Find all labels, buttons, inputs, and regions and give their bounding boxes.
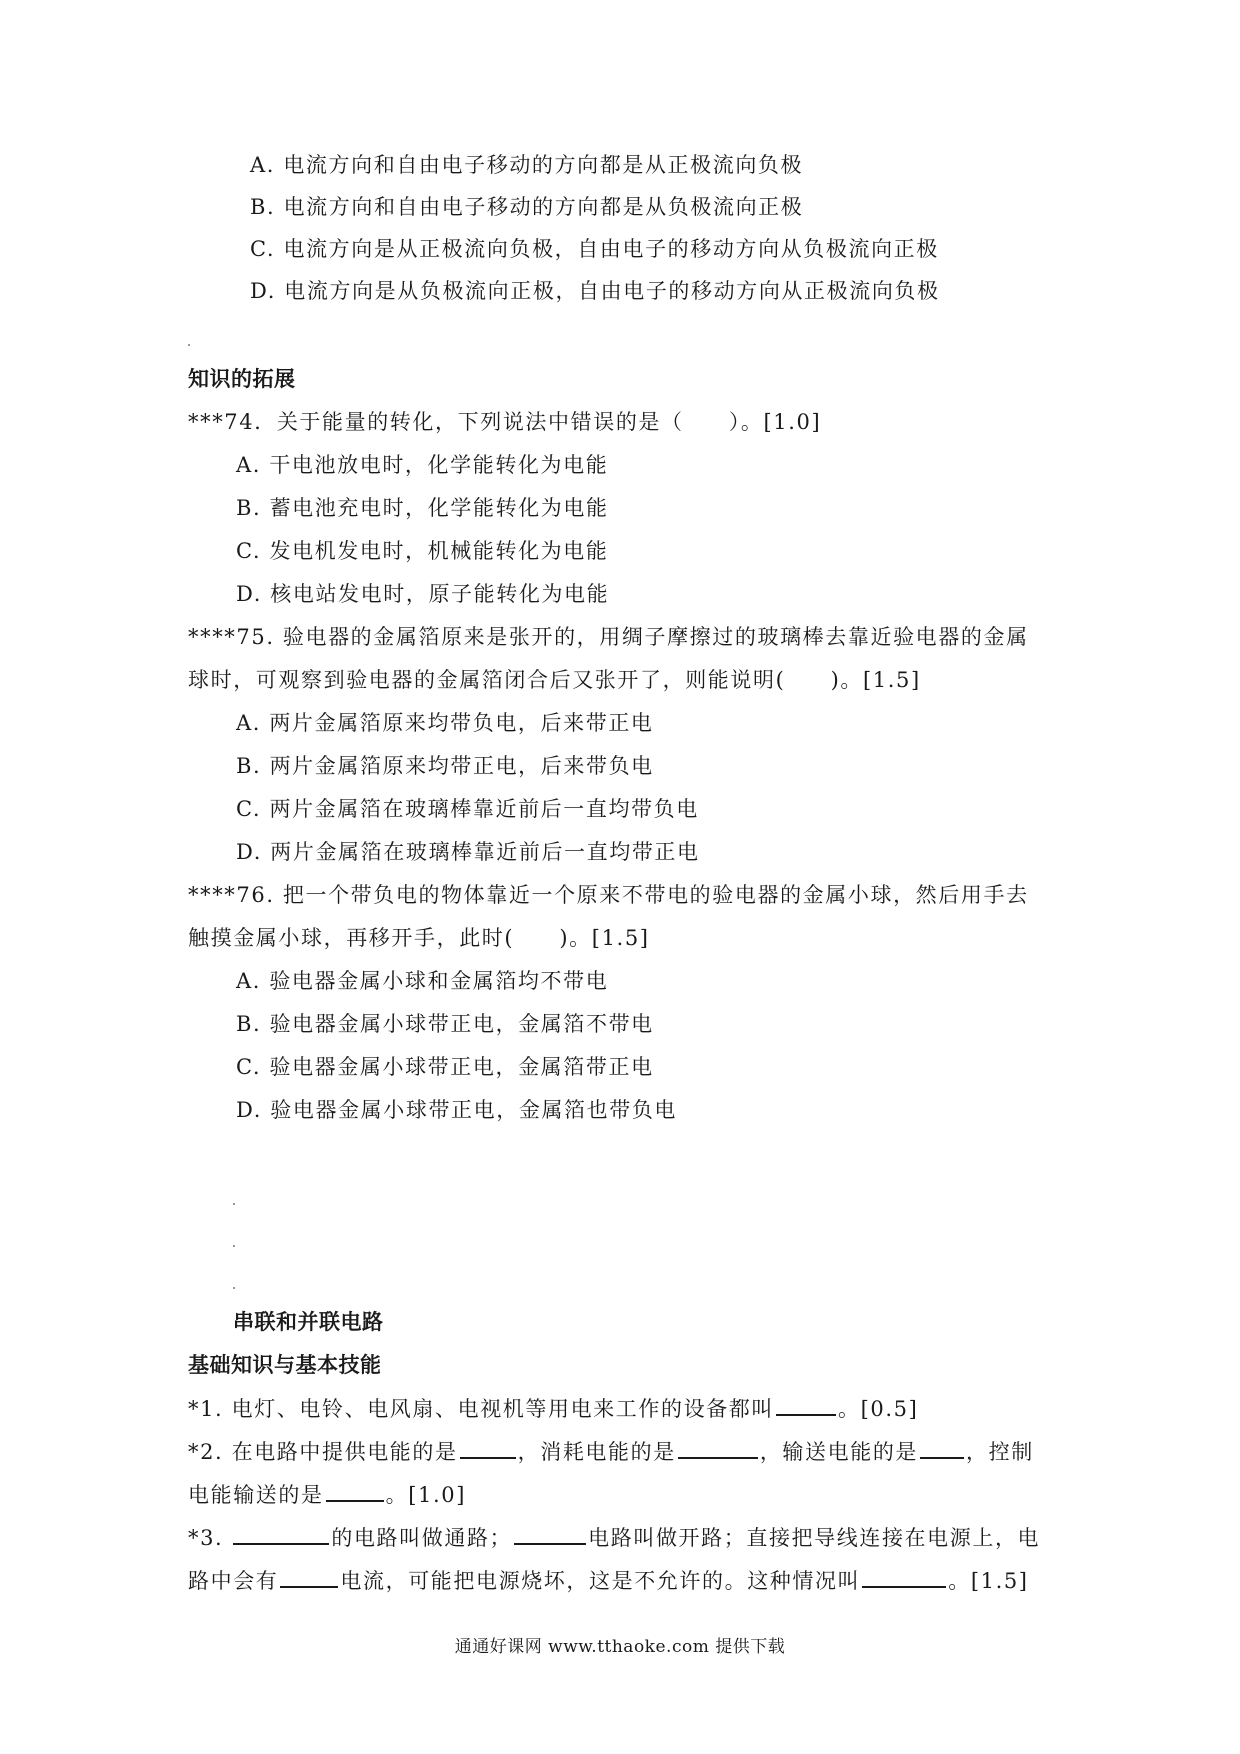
page-footer: 通通好课网 www.tthaoke.com 提供下载 <box>454 1637 786 1657</box>
prev-option-b: B. 电流方向和自由电子移动的方向都是从负极流向正极 <box>250 195 804 219</box>
chapter-title: 串联和并联电路 <box>233 1310 384 1334</box>
question-76-option-a: A. 验电器金属小球和金属箔均不带电 <box>236 969 609 993</box>
answer-blank[interactable] <box>920 1437 964 1459</box>
question-74-stem: ***74．关于能量的转化，下列说法中错误的是（ ）。[1.0] <box>188 410 822 434</box>
question-2-text: 电能输送的是 <box>188 1483 324 1507</box>
question-76-option-c: C. 验电器金属小球带正电，金属箔带正电 <box>236 1055 654 1079</box>
answer-blank[interactable] <box>862 1566 946 1588</box>
question-2-text: ，输送电能的是 <box>759 1440 919 1464</box>
answer-blank[interactable] <box>326 1480 384 1502</box>
question-2-text: *2. 在电路中提供电能的是 <box>188 1440 458 1464</box>
question-74-option-c: C. 发电机发电时，机械能转化为电能 <box>236 539 609 563</box>
answer-blank[interactable] <box>514 1523 586 1545</box>
question-75-option-a: A. 两片金属箔原来均带负电，后来带正电 <box>236 711 654 735</box>
question-75-option-d: D. 两片金属箔在玻璃棒靠近前后一直均带正电 <box>236 840 700 864</box>
question-3-text: *3. <box>188 1526 224 1550</box>
answer-blank[interactable] <box>460 1437 516 1459</box>
question-74-option-b: B. 蓄电池充电时，化学能转化为电能 <box>236 496 609 520</box>
question-3-score: 。[1.5] <box>948 1569 1029 1593</box>
question-3-text: 电路叫做开路；直接把导线连接在电源上，电 <box>588 1526 1041 1550</box>
question-76-option-b: B. 验电器金属小球带正电，金属箔不带电 <box>236 1012 654 1036</box>
question-2-score: 。[1.0] <box>385 1483 466 1507</box>
question-3-text: 电流，可能把电源烧坏，这是不允许的。这种情况叫 <box>340 1569 861 1593</box>
question-75-option-b: B. 两片金属箔原来均带正电，后来带负电 <box>236 754 654 778</box>
scan-dot <box>188 344 190 346</box>
question-3-line2 <box>188 1566 1029 1595</box>
scan-dot <box>233 1245 235 1247</box>
prev-option-a: A. 电流方向和自由电子移动的方向都是从正极流向负极 <box>250 153 804 177</box>
scan-dot <box>233 1287 235 1289</box>
question-75-option-c: C. 两片金属箔在玻璃棒靠近前后一直均带负电 <box>236 797 699 821</box>
section-heading-extension: 知识的拓展 <box>188 367 296 391</box>
question-1 <box>188 1394 918 1423</box>
question-76-stem-line2: 触摸金属小球，再移开手，此时( )。[1.5] <box>188 926 650 950</box>
question-2-line1 <box>188 1437 1034 1466</box>
question-76-stem-line1: ****76. 把一个带负电的物体靠近一个原来不带电的验电器的金属小球，然后用手去 <box>188 883 1029 907</box>
scan-dot <box>233 1203 235 1205</box>
question-2-text: ，控制 <box>966 1440 1034 1464</box>
question-2-line2 <box>188 1480 466 1509</box>
question-3-line1 <box>188 1523 1040 1552</box>
prev-option-c: C. 电流方向是从正极流向负极，自由电子的移动方向从负极流向正极 <box>250 237 939 261</box>
answer-blank[interactable] <box>678 1437 758 1459</box>
answer-blank[interactable] <box>233 1523 329 1545</box>
prev-option-d: D. 电流方向是从负极流向正极，自由电子的移动方向从正极流向负极 <box>250 279 940 303</box>
question-1-text: *1. 电灯、电铃、电风扇、电视机等用电来工作的设备都叫 <box>188 1397 775 1421</box>
answer-blank[interactable] <box>776 1394 836 1416</box>
question-2-text: ，消耗电能的是 <box>517 1440 676 1464</box>
question-75-stem-line2: 球时，可观察到验电器的金属箔闭合后又张开了，则能说明( )。[1.5] <box>188 668 921 692</box>
answer-blank[interactable] <box>280 1566 338 1588</box>
question-1-score: 。[0.5] <box>838 1397 919 1421</box>
question-76-option-d: D. 验电器金属小球带正电，金属箔也带负电 <box>236 1098 678 1122</box>
question-74-option-a: A. 干电池放电时，化学能转化为电能 <box>236 453 609 477</box>
question-3-text: 路中会有 <box>188 1569 279 1593</box>
section-heading-basic: 基础知识与基本技能 <box>188 1353 382 1377</box>
question-75-stem-line1: ****75. 验电器的金属箔原来是张开的，用绸子摩擦过的玻璃棒去靠近验电器的金属 <box>188 625 1029 649</box>
question-74-option-d: D. 核电站发电时，原子能转化为电能 <box>236 582 610 606</box>
question-3-text: 的电路叫做通路； <box>331 1526 513 1550</box>
